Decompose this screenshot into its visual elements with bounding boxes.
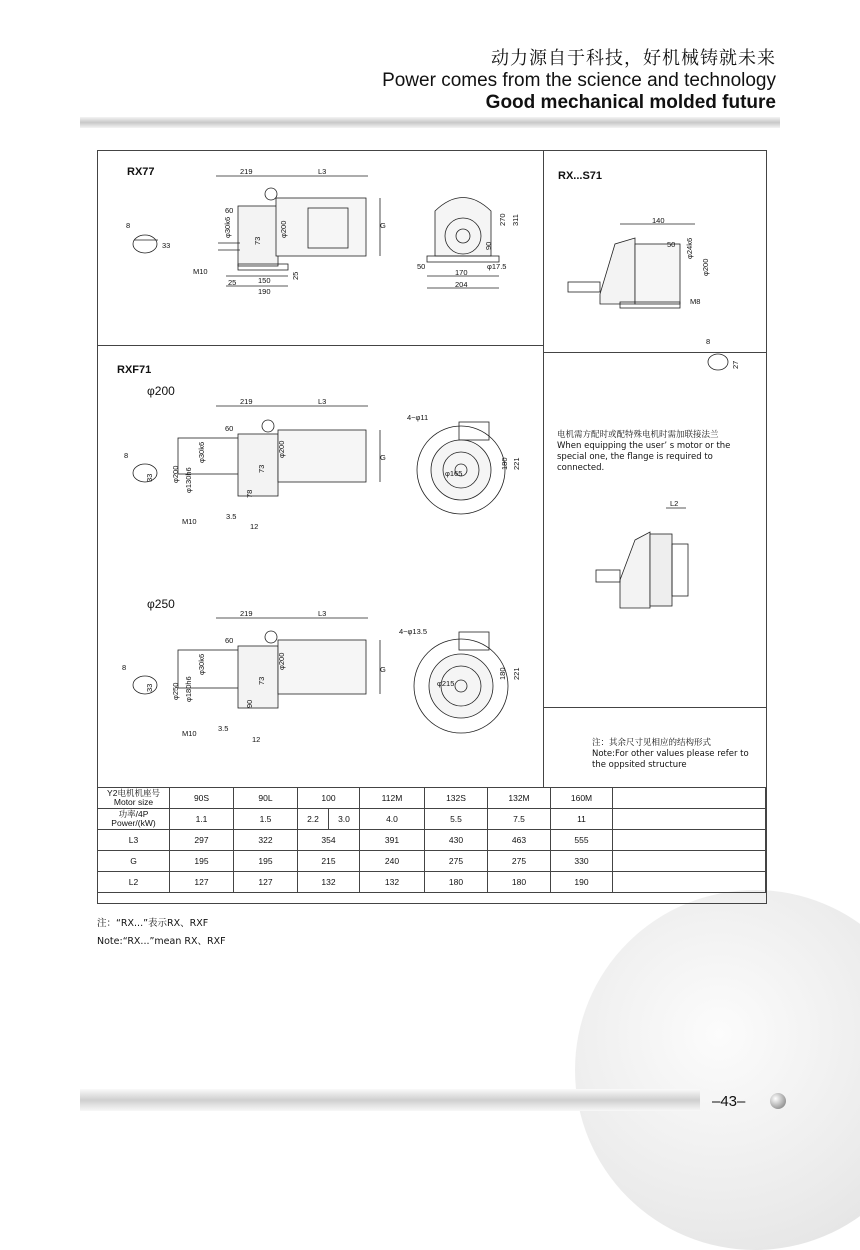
table-cell: 275 bbox=[425, 851, 488, 872]
rxf71-250-side-drawing bbox=[118, 610, 388, 745]
table-cell: 195 bbox=[234, 851, 298, 872]
f200-dim-g: G bbox=[380, 453, 386, 462]
table-cell: 3.0 bbox=[329, 809, 360, 830]
end-dim-50: 50 bbox=[417, 262, 426, 271]
rxf71-variant-200-label: φ200 bbox=[147, 384, 175, 398]
row-label-motor-size: Y2电机机座号 Motor size bbox=[98, 788, 170, 809]
table-cell-empty bbox=[613, 851, 766, 872]
dim-phi30k6: φ30k6 bbox=[223, 216, 232, 238]
frame-divider-left bbox=[97, 345, 544, 346]
motor-note-cn: 电机需方配时或配特殊电机时需加联接法兰 bbox=[557, 430, 719, 440]
f250-dim-219: 219 bbox=[240, 609, 253, 618]
end-dim-270: 270 bbox=[498, 213, 507, 226]
f250-end-221: 221 bbox=[512, 667, 521, 680]
frame-divider-right-2 bbox=[543, 707, 766, 708]
table-cell: 195 bbox=[170, 851, 234, 872]
f250-dim-12: 12 bbox=[252, 735, 261, 744]
header-slogan: Good mechanical molded future bbox=[485, 92, 776, 113]
rxf71-variant-250-label: φ250 bbox=[147, 597, 175, 611]
table-cell: 297 bbox=[170, 830, 234, 851]
f250-dim-m10: M10 bbox=[182, 729, 197, 738]
table-row-l2 bbox=[98, 872, 766, 893]
end-dim-204: 204 bbox=[455, 280, 468, 289]
f200-end-180: 180 bbox=[500, 457, 509, 470]
rxf71-200-end-drawing bbox=[403, 410, 528, 522]
dim-73: 73 bbox=[253, 236, 262, 245]
motor-spec-table bbox=[97, 787, 766, 893]
table-cell: 354 bbox=[298, 830, 360, 851]
table-cell: 11 bbox=[551, 809, 613, 830]
table-cell: 322 bbox=[234, 830, 298, 851]
f250-dim-35: 3.5 bbox=[218, 724, 229, 733]
table-cell: 430 bbox=[425, 830, 488, 851]
f200-dim-78: 78 bbox=[245, 489, 254, 498]
rx77-end-drawing bbox=[415, 176, 530, 296]
f200-dim-phi30k6: φ30k6 bbox=[197, 441, 206, 463]
table-cell: 127 bbox=[170, 872, 234, 893]
sphere-icon bbox=[770, 1093, 786, 1109]
motor-note-en: When equipping the user’ s motor or the special one, the flange is required to connected. bbox=[557, 441, 731, 473]
table-cell: 1.5 bbox=[234, 809, 298, 830]
end-dim-170: 170 bbox=[455, 268, 468, 277]
table-cell: 1.1 bbox=[170, 809, 234, 830]
table-cell: 240 bbox=[360, 851, 425, 872]
end-dim-311: 311 bbox=[511, 214, 520, 226]
footnote-en: Note:“RX...”mean RX、RXF bbox=[97, 936, 226, 947]
rx77-label: RX77 bbox=[127, 166, 155, 178]
f200-dim-219: 219 bbox=[240, 397, 253, 406]
f250-dim-73: 73 bbox=[257, 676, 266, 685]
table-row-l3 bbox=[98, 830, 766, 851]
dim-l3: L3 bbox=[318, 167, 327, 176]
table-cell: 132S bbox=[425, 788, 488, 809]
dim-60: 60 bbox=[225, 206, 234, 215]
dim-g: G bbox=[380, 221, 386, 230]
dim-m10: M10 bbox=[193, 267, 208, 276]
table-cell: 215 bbox=[298, 851, 360, 872]
frame-divider-vertical bbox=[543, 150, 544, 787]
f200-dim-m10: M10 bbox=[182, 517, 197, 526]
end-dim-phi175: φ17.5 bbox=[487, 262, 507, 271]
row-label-power: 功率/4P Power/(kW) bbox=[98, 809, 170, 830]
table-cell: 180 bbox=[488, 872, 551, 893]
f250-dim-phi180h6: φ180h6 bbox=[184, 676, 193, 702]
f200-dim-phi200b: φ200 bbox=[277, 440, 286, 458]
table-cell: 391 bbox=[360, 830, 425, 851]
table-row-motor-size bbox=[98, 788, 766, 809]
f200-dim-12: 12 bbox=[250, 522, 259, 531]
footer-divider-band bbox=[80, 1089, 700, 1111]
header-divider-band bbox=[80, 117, 780, 128]
f250-dim-phi250: φ250 bbox=[171, 682, 180, 700]
table-cell-empty bbox=[613, 830, 766, 851]
header-title-en: Power comes from the science and technology bbox=[382, 70, 776, 91]
dim-190: 190 bbox=[258, 287, 271, 296]
table-cell: 5.5 bbox=[425, 809, 488, 830]
table-cell-empty bbox=[613, 788, 766, 809]
f200-dim-phi200: φ200 bbox=[171, 465, 180, 483]
s71-dim-phi200: φ200 bbox=[701, 258, 710, 276]
f250-end-phi215: φ215 bbox=[437, 679, 455, 688]
table-cell: 275 bbox=[488, 851, 551, 872]
s71-dim-50: 50 bbox=[667, 240, 676, 249]
table-row-power bbox=[98, 809, 766, 830]
f250-dim-90: 90 bbox=[245, 699, 254, 708]
rxs71-label: RX...S71 bbox=[558, 170, 603, 182]
row-label-l3: L3 bbox=[98, 830, 170, 851]
page-number: –43– bbox=[712, 1093, 746, 1110]
table-cell: 180 bbox=[425, 872, 488, 893]
f200-dim-8: 8 bbox=[124, 451, 129, 460]
rxs71-drawing bbox=[560, 214, 740, 374]
table-cell: 2.2 bbox=[298, 809, 329, 830]
f200-dim-35: 3.5 bbox=[226, 512, 237, 521]
f250-dim-8: 8 bbox=[122, 663, 127, 672]
table-cell: 127 bbox=[234, 872, 298, 893]
flange-l2-drawing bbox=[590, 500, 700, 612]
f250-dim-phi200: φ200 bbox=[277, 652, 286, 670]
header-title-cn: 动力源自于科技，好机械铸就未来 bbox=[491, 48, 776, 69]
footnote-cn: 注：“RX...”表示RX、RXF bbox=[97, 918, 209, 929]
table-cell: 132M bbox=[488, 788, 551, 809]
table-cell: 190 bbox=[551, 872, 613, 893]
s71-dim-m8: M8 bbox=[690, 297, 701, 306]
dim-8: 8 bbox=[126, 221, 131, 230]
f200-dim-60: 60 bbox=[225, 424, 234, 433]
end-dim-90: 90 bbox=[484, 241, 493, 250]
table-row-g bbox=[98, 851, 766, 872]
flange-l2-label: L2 bbox=[670, 499, 679, 508]
rxf71-200-side-drawing bbox=[118, 398, 388, 533]
dim-150: 150 bbox=[258, 276, 271, 285]
table-cell: 132 bbox=[360, 872, 425, 893]
f250-dim-g: G bbox=[380, 665, 386, 674]
other-note-en: Note:For other values please refer to the oppsited structure bbox=[592, 749, 749, 770]
table-cell: 112M bbox=[360, 788, 425, 809]
table-cell: 90L bbox=[234, 788, 298, 809]
table-cell: 555 bbox=[551, 830, 613, 851]
f250-dim-l3: L3 bbox=[318, 609, 327, 618]
table-cell: 330 bbox=[551, 851, 613, 872]
f250-end-180: 180 bbox=[498, 667, 507, 680]
globe-watermark-icon bbox=[575, 890, 860, 1250]
dim-25: 25 bbox=[228, 278, 237, 287]
f200-end-221: 221 bbox=[512, 457, 521, 470]
s71-dim-27: 27 bbox=[731, 360, 740, 369]
row-label-g: G bbox=[98, 851, 170, 872]
dim-phi200: φ200 bbox=[279, 220, 288, 238]
table-cell-empty bbox=[613, 809, 766, 830]
f250-dim-60: 60 bbox=[225, 636, 234, 645]
s71-dim-140: 140 bbox=[652, 216, 665, 225]
f250-dim-33: 33 bbox=[145, 683, 154, 692]
rxf71-label: RXF71 bbox=[117, 364, 152, 376]
dim-25b: 25 bbox=[291, 271, 300, 280]
rxf71-250-end-drawing bbox=[397, 620, 528, 738]
table-cell: 132 bbox=[298, 872, 360, 893]
f250-end-4holes: 4−φ13.5 bbox=[399, 627, 428, 636]
s71-dim-8: 8 bbox=[706, 337, 711, 346]
f200-dim-73: 73 bbox=[257, 464, 266, 473]
other-note-cn: 注：其余尺寸见相应的结构形式 bbox=[592, 738, 712, 748]
table-cell: 7.5 bbox=[488, 809, 551, 830]
table-cell: 4.0 bbox=[360, 809, 425, 830]
table-cell: 90S bbox=[170, 788, 234, 809]
rx77-side-drawing bbox=[118, 168, 388, 298]
s71-dim-phi24k6: φ24k6 bbox=[685, 237, 694, 259]
row-label-l2: L2 bbox=[98, 872, 170, 893]
f200-dim-l3: L3 bbox=[318, 397, 327, 406]
dim-33: 33 bbox=[162, 241, 171, 250]
table-cell: 463 bbox=[488, 830, 551, 851]
f200-end-4holes: 4−φ11 bbox=[407, 413, 429, 422]
f250-dim-phi30k6: φ30k6 bbox=[197, 653, 206, 675]
table-cell-empty bbox=[613, 872, 766, 893]
table-cell: 160M bbox=[551, 788, 613, 809]
f200-dim-33: 33 bbox=[145, 473, 154, 482]
dim-219: 219 bbox=[240, 167, 253, 176]
f200-dim-phi130h6: φ130h6 bbox=[184, 467, 193, 493]
table-cell: 100 bbox=[298, 788, 360, 809]
f200-end-phi165: φ165 bbox=[445, 469, 463, 478]
